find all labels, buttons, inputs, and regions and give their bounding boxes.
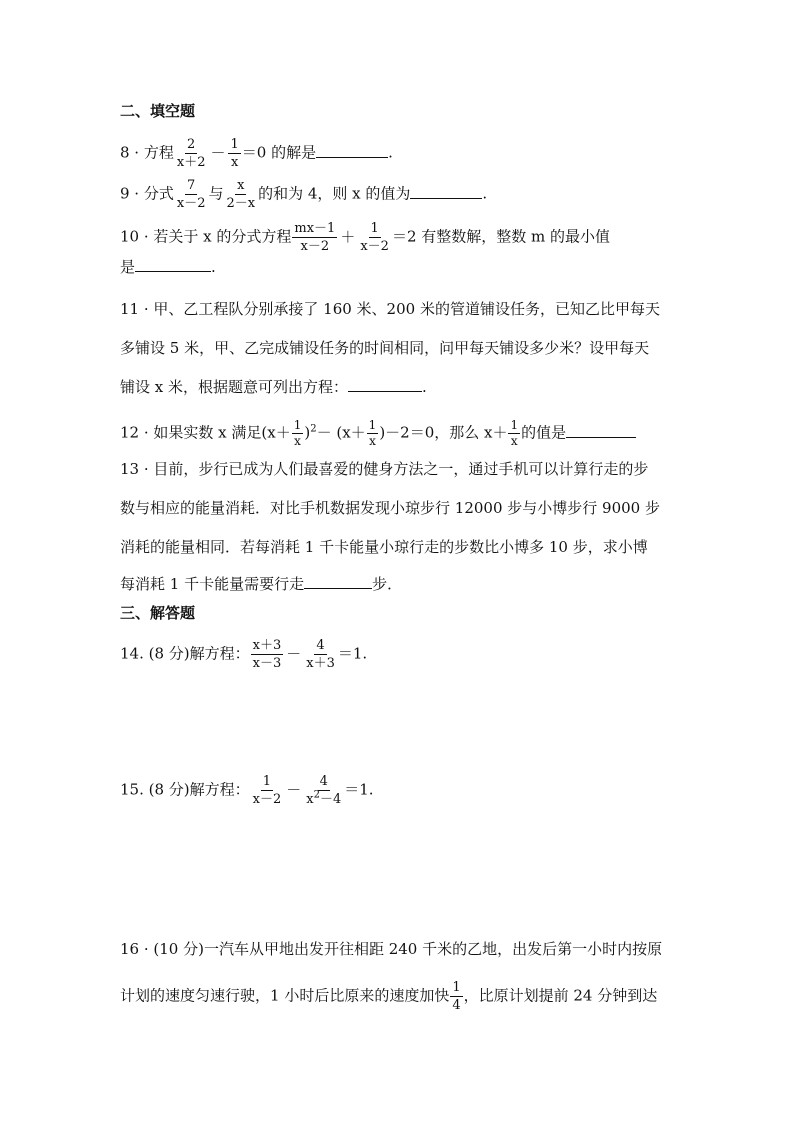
question-15	[120, 774, 374, 807]
q9-prefix: 9 · 分式	[120, 184, 174, 203]
q13-answer-blank[interactable]	[304, 574, 372, 589]
q9-fraction-1	[175, 178, 208, 211]
question-12	[120, 419, 636, 448]
q10-f2-den: x－2	[360, 239, 389, 254]
q14-f2-den: x＋3	[306, 656, 335, 671]
q12-f2-den: x	[369, 434, 376, 448]
q10-fraction-1	[292, 221, 337, 254]
q14-minus: －	[286, 644, 302, 663]
q10-line2: 是	[120, 258, 136, 276]
q12-f3-num: 1	[510, 418, 519, 432]
q12-prefix: 12 · 如果实数 x 满足(x＋	[120, 423, 291, 442]
question-13-line-2: 数与相应的能量消耗．对比手机数据发现小琼步行 12000 步与小博步行 9000 步	[120, 499, 660, 517]
q15-f1-den: x－2	[252, 792, 282, 807]
q15-f2-num: 4	[319, 774, 328, 789]
q12-fraction-2	[367, 419, 379, 448]
question-11-line-1: 11 · 甲、乙工程队分别承接了 160 米、200 米的管道铺设任务，已知乙比甲每天	[120, 300, 660, 318]
question-13-line-3: 消耗的能量相同．若每消耗 1 千卡能量小琼行走的步数比小博多 10 步，求小博	[120, 538, 648, 556]
q12-f1-num: 1	[293, 418, 302, 432]
q15-fraction-2	[304, 774, 343, 807]
q14-prefix: 14. (8 分)解方程：	[120, 644, 250, 663]
q13-line4: 每消耗 1 千卡能量需要行走	[120, 575, 305, 593]
q8-fraction-2	[228, 137, 240, 170]
q10-prefix: 10 · 若关于 x 的分式方程	[120, 227, 292, 246]
q16-line2-a: 计划的速度匀速行驶，1 小时后比原来的速度加快	[120, 986, 450, 1005]
q8-prefix: 8 · 方程	[120, 143, 174, 162]
q13-end: 步．	[372, 575, 403, 593]
q12-fraction-3	[508, 419, 520, 448]
q10-answer-blank[interactable]	[135, 257, 211, 272]
q12-f3-den: x	[510, 434, 518, 448]
q10-f1-den: x－2	[300, 239, 330, 254]
q16-line2-b: ，比原计划提前 24 分钟到达	[463, 986, 658, 1005]
q11-end: .	[422, 378, 427, 396]
q14-f1-den: x－3	[252, 656, 282, 671]
q10-fraction-2	[358, 221, 391, 254]
q8-minus: －	[210, 143, 226, 162]
q8-f1-den: x＋2	[176, 155, 206, 170]
question-13-line-1: 13 · 目前，步行已成为人们最喜爱的健身方法之一，通过手机可以计算行走的步	[120, 460, 649, 478]
question-14	[120, 638, 367, 671]
q9-fraction-2	[224, 178, 257, 211]
question-13-line-4	[120, 574, 402, 594]
q12-f2-num: 1	[368, 418, 377, 432]
q12-f1-den: x	[294, 434, 301, 448]
question-16-line-2	[120, 980, 657, 1013]
section-title-fill: 二、填空题	[120, 102, 196, 120]
q9-end: .	[482, 184, 488, 203]
q14-fraction-2	[304, 638, 337, 671]
q9-f2-den: 2－x	[226, 196, 256, 211]
q9-f2-num: x	[237, 178, 245, 193]
q15-prefix: 15. (8 分)解方程：	[120, 780, 250, 799]
q15-fraction-1	[251, 774, 284, 807]
q8-answer-blank[interactable]	[316, 143, 388, 158]
question-10-line-2: 是 .	[120, 258, 216, 276]
q15-minus: －	[286, 780, 302, 799]
q10-f1-num: mx－1	[294, 221, 336, 236]
question-8	[120, 137, 393, 170]
q12-part4: )－2＝0，那么 x＋	[379, 423, 508, 442]
q9-suffix: 的和为 4，则 x 的值为	[258, 184, 411, 203]
section-title-answer: 三、解答题	[120, 604, 196, 622]
question-9	[120, 178, 487, 211]
q8-f1-num: 2	[187, 137, 196, 152]
question-16-line-1: 16 · (10 分)一汽车从甲地出发开往相距 240 千米的乙地，出发后第一小时内按原	[120, 940, 663, 958]
q8-f2-num: 1	[230, 137, 239, 152]
q9-answer-blank[interactable]	[410, 184, 482, 199]
q15-f1-num: 1	[262, 774, 272, 789]
q9-f1-num: 7	[187, 178, 196, 193]
q10-plus: ＋	[340, 227, 356, 246]
q15-f2-den	[304, 791, 343, 807]
q12-part3: － (x＋	[316, 423, 366, 442]
q12-sup: 2	[310, 423, 317, 435]
q8-end: .	[388, 143, 393, 162]
q15-f2-den-b: －4	[319, 792, 342, 807]
q9-f1-den: x－2	[176, 196, 206, 211]
question-11-line-2: 多铺设 5 米，甲、乙完成铺设任务的时间相同，问甲每天铺设多少米？设甲每天	[120, 339, 650, 357]
q12-answer-blank[interactable]	[566, 423, 636, 438]
q8-f2-den: x	[230, 155, 239, 170]
q16-fraction	[450, 980, 462, 1013]
q16-f-den: 4	[452, 998, 461, 1013]
q11-answer-blank[interactable]	[348, 377, 422, 392]
q12-part2: )	[304, 423, 311, 442]
q15-suffix: ＝1.	[344, 780, 374, 799]
q14-f1-num: x＋3	[252, 638, 282, 653]
q8-suffix: ＝0 的解是	[241, 143, 317, 162]
q15-f2-den-a: x	[306, 792, 314, 807]
q12-fraction-1	[292, 419, 304, 448]
q14-fraction-1	[251, 638, 284, 671]
q10-suffix: ＝2 有整数解，整数 m 的最小值	[391, 227, 611, 246]
q14-suffix: ＝1.	[337, 644, 368, 663]
question-11-line-3	[120, 377, 427, 397]
q9-mid: 与	[208, 184, 224, 203]
q16-f-num: 1	[452, 980, 461, 995]
q15-f2-den-sup: 2	[313, 789, 320, 801]
q12-suffix: 的值是	[521, 423, 567, 442]
q14-f2-num: 4	[316, 638, 325, 653]
question-10	[120, 221, 610, 254]
q11-line3: 铺设 x 米，根据题意可列出方程：	[120, 378, 348, 396]
q8-fraction-1	[175, 137, 208, 170]
q10-f2-num: 1	[370, 221, 379, 236]
